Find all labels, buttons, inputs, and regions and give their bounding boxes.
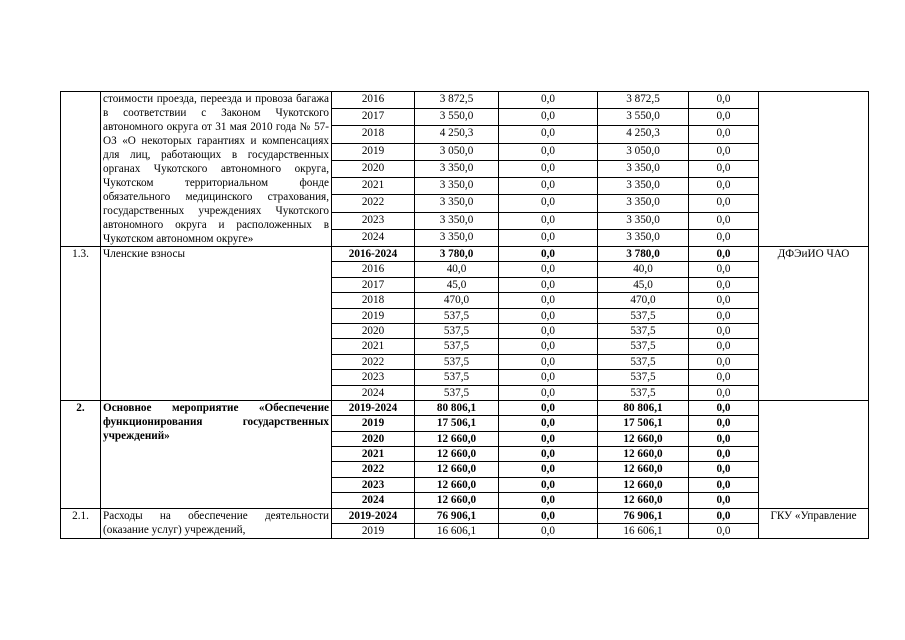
funding-source-1-cell: 0,0 [499,370,598,385]
funding-source-1-cell: 0,0 [499,126,598,143]
funding-source-1-cell: 0,0 [499,508,598,523]
funding-source-3-cell: 0,0 [689,385,759,400]
funding-source-3-cell: 0,0 [689,400,759,415]
funding-source-3-cell: 0,0 [689,160,759,177]
year-cell: 2018 [332,293,415,308]
table-row [61,92,869,109]
item-description: стоимости проезда, переезда и провоза багажа в соответствии с Законом Чукотского автономного округа от 31 мая 2010 года № 57-ОЗ «О некоторых гарантиях и компенсациях для лиц, работающих в государственных органах Чукотского автономного округа, Чукотском территориальном фонде обязательного медицинского страхования, государственных учреждениях Чукотского автономного округа и расположенных в Чукотском автономном округе» [101,92,332,247]
funding-source-1-cell: 0,0 [499,212,598,229]
table-row [61,247,869,262]
funding-source-1-cell: 0,0 [499,462,598,477]
year-cell: 2020 [332,323,415,338]
funding-source-1-cell: 0,0 [499,229,598,246]
funding-source-2-cell: 3 872,5 [598,92,689,109]
year-cell: 2019-2024 [332,400,415,415]
year-cell: 2024 [332,385,415,400]
funding-source-3-cell: 0,0 [689,524,759,539]
funding-source-1-cell: 0,0 [499,447,598,462]
total-amount-cell: 16 606,1 [415,524,499,539]
funding-source-3-cell: 0,0 [689,493,759,508]
year-cell: 2016-2024 [332,247,415,262]
funding-source-2-cell: 537,5 [598,354,689,369]
funding-source-2-cell: 537,5 [598,308,689,323]
funding-source-1-cell: 0,0 [499,247,598,262]
funding-source-2-cell: 12 660,0 [598,477,689,492]
total-amount-cell: 12 660,0 [415,431,499,446]
responsible-executor [759,400,869,508]
year-cell: 2024 [332,229,415,246]
year-cell: 2021 [332,178,415,195]
total-amount-cell: 3 780,0 [415,247,499,262]
total-amount-cell: 12 660,0 [415,493,499,508]
funding-source-1-cell: 0,0 [499,195,598,212]
funding-source-3-cell: 0,0 [689,277,759,292]
year-cell: 2020 [332,160,415,177]
item-number: 2. [61,400,101,508]
total-amount-cell: 40,0 [415,262,499,277]
funding-source-1-cell: 0,0 [499,262,598,277]
funding-source-2-cell: 12 660,0 [598,431,689,446]
year-cell: 2019 [332,416,415,431]
total-amount-cell: 80 806,1 [415,400,499,415]
funding-source-1-cell: 0,0 [499,323,598,338]
funding-source-3-cell: 0,0 [689,431,759,446]
funding-source-3-cell: 0,0 [689,178,759,195]
funding-source-1-cell: 0,0 [499,477,598,492]
year-cell: 2023 [332,212,415,229]
year-cell: 2019 [332,308,415,323]
total-amount-cell: 537,5 [415,385,499,400]
funding-source-1-cell: 0,0 [499,524,598,539]
funding-source-2-cell: 3 050,0 [598,143,689,160]
total-amount-cell: 3 350,0 [415,229,499,246]
year-cell: 2023 [332,477,415,492]
total-amount-cell: 3 350,0 [415,178,499,195]
budget-table-body [61,92,869,539]
funding-source-3-cell: 0,0 [689,195,759,212]
funding-source-3-cell: 0,0 [689,92,759,109]
funding-source-1-cell: 0,0 [499,431,598,446]
total-amount-cell: 3 350,0 [415,195,499,212]
funding-source-2-cell: 537,5 [598,323,689,338]
year-cell: 2019 [332,524,415,539]
funding-source-2-cell: 537,5 [598,385,689,400]
funding-source-1-cell: 0,0 [499,109,598,126]
funding-source-2-cell: 16 606,1 [598,524,689,539]
funding-source-2-cell: 470,0 [598,293,689,308]
item-number [61,92,101,247]
funding-source-3-cell: 0,0 [689,477,759,492]
total-amount-cell: 17 506,1 [415,416,499,431]
year-cell: 2016 [332,262,415,277]
funding-source-3-cell: 0,0 [689,462,759,477]
total-amount-cell: 12 660,0 [415,447,499,462]
funding-source-1-cell: 0,0 [499,400,598,415]
total-amount-cell: 3 050,0 [415,143,499,160]
total-amount-cell: 12 660,0 [415,477,499,492]
funding-source-2-cell: 3 780,0 [598,247,689,262]
item-description: Основное мероприятие «Обеспечение функционирования государственных учреждений» [101,400,332,508]
responsible-executor: ДФЭиИО ЧАО [759,247,869,401]
year-cell: 2018 [332,126,415,143]
total-amount-cell: 3 350,0 [415,212,499,229]
total-amount-cell: 3 872,5 [415,92,499,109]
year-cell: 2024 [332,493,415,508]
funding-source-1-cell: 0,0 [499,416,598,431]
funding-source-2-cell: 537,5 [598,339,689,354]
funding-source-1-cell: 0,0 [499,339,598,354]
funding-source-2-cell: 3 550,0 [598,109,689,126]
funding-source-1-cell: 0,0 [499,385,598,400]
year-cell: 2022 [332,195,415,212]
funding-source-3-cell: 0,0 [689,262,759,277]
total-amount-cell: 76 906,1 [415,508,499,523]
funding-source-2-cell: 3 350,0 [598,178,689,195]
year-cell: 2021 [332,447,415,462]
item-description: Расходы на обеспечение деятельности (оказание услуг) учреждений, [101,508,332,539]
year-cell: 2020 [332,431,415,446]
funding-source-3-cell: 0,0 [689,508,759,523]
funding-source-3-cell: 0,0 [689,339,759,354]
funding-source-2-cell: 3 350,0 [598,195,689,212]
total-amount-cell: 3 350,0 [415,160,499,177]
funding-source-3-cell: 0,0 [689,447,759,462]
year-cell: 2019 [332,143,415,160]
item-number: 1.3. [61,247,101,401]
funding-source-1-cell: 0,0 [499,354,598,369]
funding-source-1-cell: 0,0 [499,92,598,109]
funding-source-3-cell: 0,0 [689,126,759,143]
funding-source-3-cell: 0,0 [689,416,759,431]
funding-source-2-cell: 40,0 [598,262,689,277]
funding-source-1-cell: 0,0 [499,493,598,508]
funding-source-1-cell: 0,0 [499,160,598,177]
year-cell: 2023 [332,370,415,385]
total-amount-cell: 4 250,3 [415,126,499,143]
table-row [61,508,869,523]
funding-source-3-cell: 0,0 [689,109,759,126]
funding-source-2-cell: 45,0 [598,277,689,292]
table-row [61,400,869,415]
year-cell: 2019-2024 [332,508,415,523]
total-amount-cell: 12 660,0 [415,462,499,477]
total-amount-cell: 537,5 [415,339,499,354]
funding-source-3-cell: 0,0 [689,370,759,385]
funding-source-3-cell: 0,0 [689,247,759,262]
total-amount-cell: 537,5 [415,308,499,323]
total-amount-cell: 537,5 [415,370,499,385]
funding-source-2-cell: 17 506,1 [598,416,689,431]
year-cell: 2022 [332,462,415,477]
year-cell: 2021 [332,339,415,354]
funding-source-2-cell: 76 906,1 [598,508,689,523]
funding-source-2-cell: 12 660,0 [598,493,689,508]
funding-source-1-cell: 0,0 [499,308,598,323]
funding-source-1-cell: 0,0 [499,293,598,308]
responsible-executor: ГКУ «Управление [759,508,869,539]
funding-source-2-cell: 3 350,0 [598,160,689,177]
budget-table [60,91,869,539]
funding-source-3-cell: 0,0 [689,143,759,160]
funding-source-2-cell: 80 806,1 [598,400,689,415]
funding-source-2-cell: 4 250,3 [598,126,689,143]
funding-source-1-cell: 0,0 [499,143,598,160]
funding-source-3-cell: 0,0 [689,229,759,246]
total-amount-cell: 537,5 [415,323,499,338]
total-amount-cell: 470,0 [415,293,499,308]
funding-source-2-cell: 3 350,0 [598,212,689,229]
year-cell: 2017 [332,277,415,292]
year-cell: 2022 [332,354,415,369]
item-number: 2.1. [61,508,101,539]
funding-source-3-cell: 0,0 [689,212,759,229]
funding-source-3-cell: 0,0 [689,323,759,338]
funding-source-3-cell: 0,0 [689,308,759,323]
funding-source-3-cell: 0,0 [689,354,759,369]
funding-source-3-cell: 0,0 [689,293,759,308]
total-amount-cell: 45,0 [415,277,499,292]
funding-source-1-cell: 0,0 [499,277,598,292]
responsible-executor [759,92,869,247]
item-description: Членские взносы [101,247,332,401]
funding-source-2-cell: 3 350,0 [598,229,689,246]
total-amount-cell: 537,5 [415,354,499,369]
year-cell: 2016 [332,92,415,109]
total-amount-cell: 3 550,0 [415,109,499,126]
funding-source-2-cell: 12 660,0 [598,462,689,477]
year-cell: 2017 [332,109,415,126]
funding-source-2-cell: 12 660,0 [598,447,689,462]
funding-source-1-cell: 0,0 [499,178,598,195]
funding-source-2-cell: 537,5 [598,370,689,385]
